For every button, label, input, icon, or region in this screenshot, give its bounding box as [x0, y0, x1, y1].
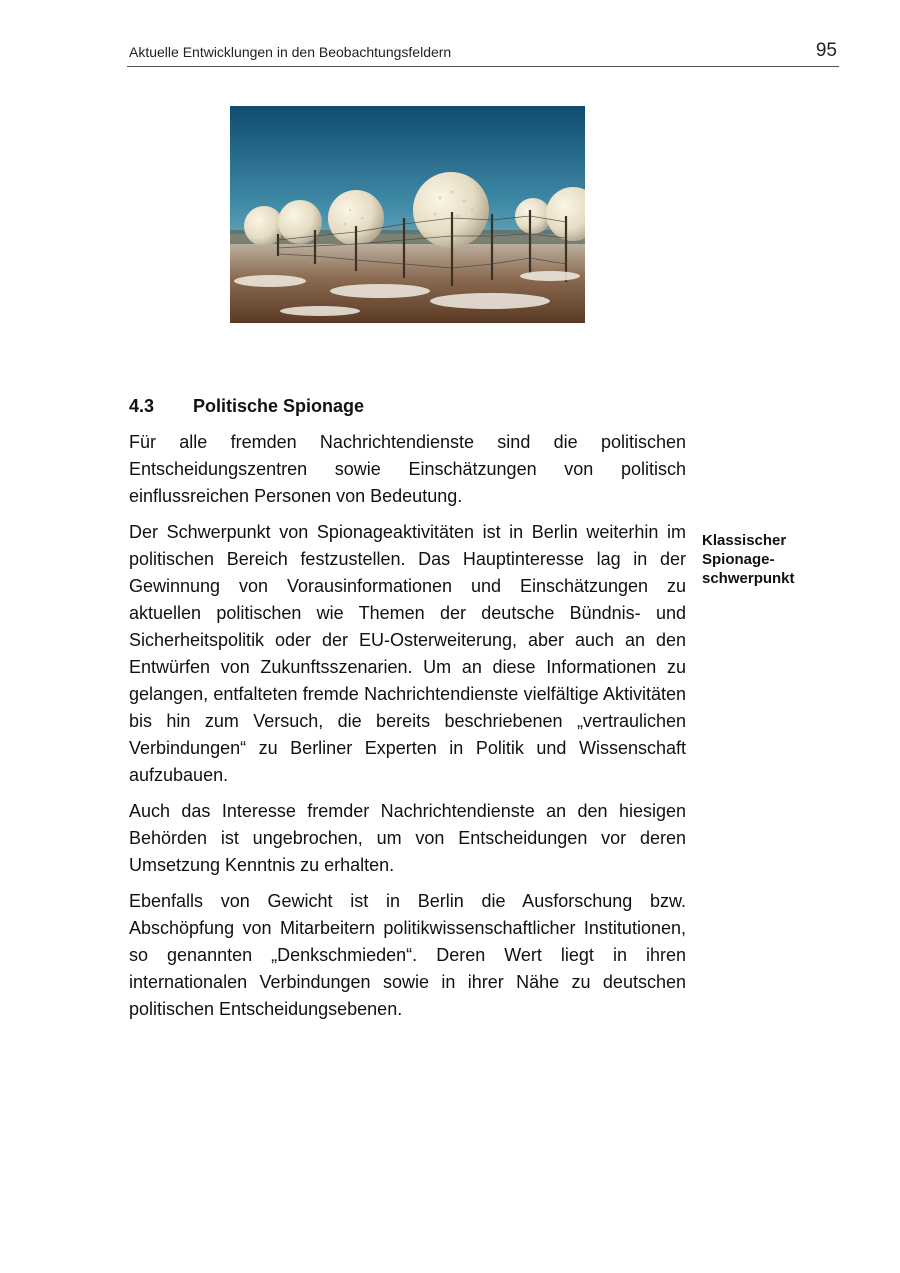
paragraph: Der Schwerpunkt von Spionageaktivitäten ist in Berlin weiterhin im politischen Bereich festzustellen. Das Hauptinteresse lag in der Gewinnung von Vorausinformationen und Einschätzungen zu aktuellen politischen wie Themen der deutsche Bündnis- und Sicherheitspolitik oder der EU-Osterweiterung, aber auch an den Entwürfen von Zukunftsszenarien. Um an diese Informationen zu gelangen, entfalteten fremde Nachrichtendienste vielfältige Aktivitäten bis hin zum Versuch, die bereits beschriebenen „vertraulichen Verbindungen“ zu Berliner Experten in Politik und Wissenschaft aufzubauen.: [129, 522, 686, 785]
margin-note-line: Spionage-: [702, 551, 775, 568]
margin-note: [702, 531, 842, 588]
section-number: 4.3: [129, 396, 155, 416]
radar-domes-photo: [230, 106, 585, 323]
page-number: 95: [815, 40, 837, 61]
margin-note-line: Klassischer: [702, 532, 787, 549]
paragraph: Ebenfalls von Gewicht ist in Berlin die Ausforschung bzw. Abschöpfung von Mitarbeitern politikwissenschaftlicher Institutionen, so genannten „Denkschmieden“. Deren Wert liegt in ihren internationalen Verbindungen sowie in ihrer Nähe zu deutschen politischen Entscheidungsebenen.: [129, 891, 686, 1019]
paragraph: Für alle fremden Nachrichtendienste sind die politischen Entscheidungszentren sowie Einschätzungen von politisch einflussreichen Personen von Bedeutung.: [129, 432, 686, 506]
section-title: Politische Spionage: [193, 396, 365, 416]
header-title: Aktuelle Entwicklungen in den Beobachtungsfeldern: [129, 44, 452, 60]
paragraph: Auch das Interesse fremder Nachrichtendienste an den hiesigen Behörden ist ungebrochen, um von Entscheidungen vor deren Umsetzung Kenntnis zu erhalten.: [129, 801, 686, 875]
running-header: [127, 36, 839, 67]
body-text: [129, 429, 686, 1032]
section-heading: [129, 396, 364, 417]
margin-note-line: schwerpunkt: [702, 570, 795, 587]
